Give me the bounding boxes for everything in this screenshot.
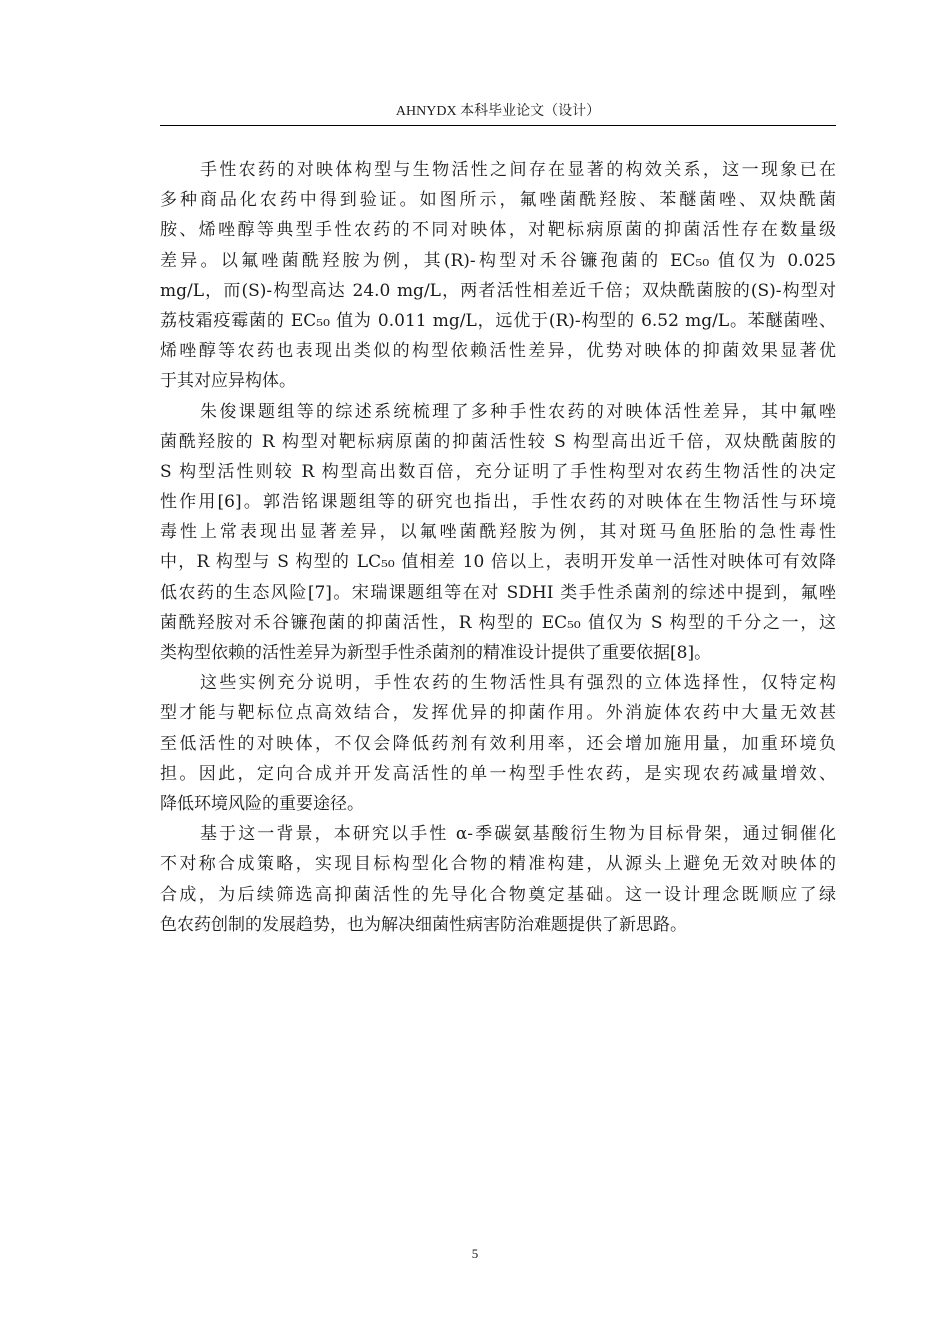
text-line: S 构型活性则较 R 构型高出数百倍，充分证明了手性构型对农药生物活性的决定 [160,461,836,482]
text-line: 合成，为后续筛选高抑菌活性的先导化合物奠定基础。这一设计理念既顺应了绿 [160,884,836,905]
text-line: mg/L，而(S)-构型高达 24.0 mg/L，两者活性相差近千倍；双炔酰菌胺的(S)-构型对 [160,280,836,301]
text-line: 类构型依赖的活性差异为新型手性杀菌剂的精准设计提供了重要依据[8]。 [160,643,712,663]
text-line: 至低活性的对映体，不仅会降低药剂有效利用率，还会增加施用量，加重环境负 [160,733,836,754]
paragraph [160,668,836,819]
text-line: 于其对应异构体。 [160,371,296,392]
text-line: 这些实例充分说明，手性农药的生物活性具有强烈的立体选择性，仅特定构 [200,673,836,694]
text-line: 低农药的生态风险[7]。宋瑞课题组等在对 SDHI 类手性杀菌剂的综述中提到，氟唑 [160,582,836,603]
paragraph [160,397,836,669]
page-number: 5 [471,1246,479,1261]
page-header: AHNYDX 本科毕业论文（设计） [395,104,601,119]
text-line: 色农药创制的发展趋势，也为解决细菌性病害防治难题提供了新思路。 [160,914,687,935]
text-line: 性作用[6]。郭浩铭课题组等的研究也指出，手性农药的对映体在生物活性与环境 [160,492,836,513]
text-line: 荔枝霜疫霉菌的 EC₅₀ 值为 0.011 mg/L，远优于(R)-构型的 6.52 mg/L。苯醚菌唑、 [160,310,836,331]
text-line: 胺、烯唑醇等典型手性农药的不同对映体，对靶标病原菌的抑菌活性存在数量级 [160,220,836,241]
text-line: 中，R 构型与 S 构型的 LC₅₀ 值相差 10 倍以上，表明开发单一活性对映体可有效降 [160,552,836,573]
text-line: 担。因此，定向合成并开发高活性的单一构型手性农药，是实现农药减量增效、 [160,763,836,784]
text-line: 毒性上常表现出显著差异，以氟唑菌酰羟胺为例，其对斑马鱼胚胎的急性毒性 [160,522,836,543]
body-text [160,155,836,940]
paragraph [160,819,836,940]
text-line: 菌酰羟胺对禾谷镰孢菌的抑菌活性，R 构型的 EC₅₀ 值仅为 S 构型的千分之一，这 [160,612,836,633]
text-line: 型才能与靶标位点高效结合，发挥优异的抑菌作用。外消旋体农药中大量无效甚 [160,703,836,724]
text-line: 差异。以氟唑菌酰羟胺为例，其(R)-构型对禾谷镰孢菌的 EC₅₀ 值仅为 0.025 [160,250,836,271]
text-line: 菌酰羟胺的 R 构型对靶标病原菌的抑菌活性较 S 构型高出近千倍，双炔酰菌胺的 [160,431,836,452]
text-line: 烯唑醇等农药也表现出类似的构型依赖活性差异，优势对映体的抑菌效果显著优 [160,341,836,362]
text-line: 手性农药的对映体构型与生物活性之间存在显著的构效关系，这一现象已在 [200,160,836,180]
text-line: 朱俊课题组等的综述系统梳理了多种手性农药的对映体活性差异，其中氟唑 [200,401,836,422]
paragraph [160,155,836,397]
text-line: 多种商品化农药中得到验证。如图所示，氟唑菌酰羟胺、苯醚菌唑、双炔酰菌 [160,190,836,211]
header-rule [160,125,836,126]
text-line: 降低环境风险的重要途径。 [160,793,364,814]
text-line: 基于这一背景，本研究以手性 α-季碳氨基酸衍生物为目标骨架，通过铜催化 [200,824,836,845]
text-line: 不对称合成策略，实现目标构型化合物的精准构建，从源头上避免无效对映体的 [160,854,836,875]
